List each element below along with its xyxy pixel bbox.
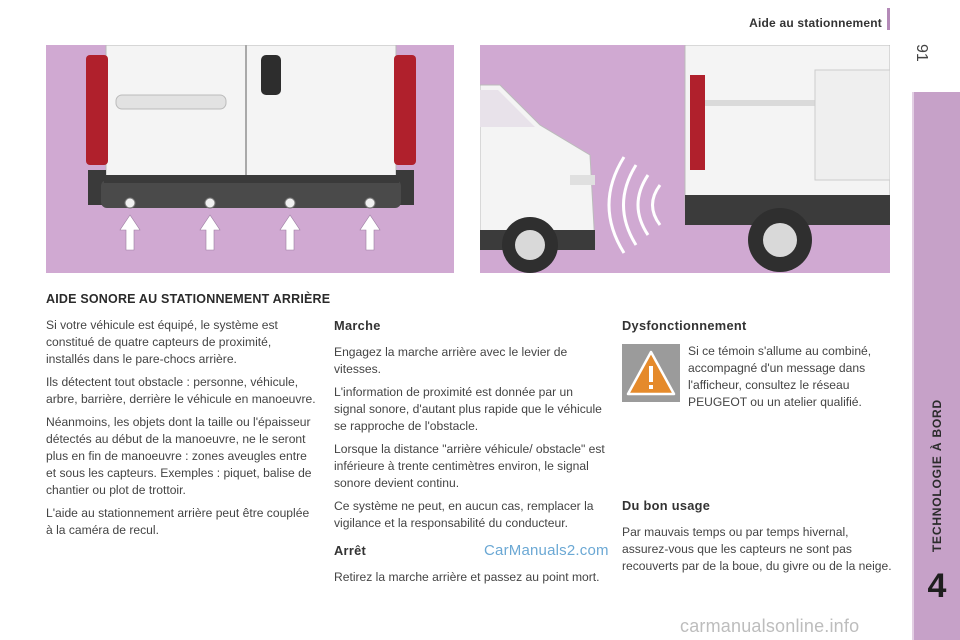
watermark-carmanuals2[interactable]: CarManuals2.com [484,542,609,559]
bon-usage-section [622,497,892,575]
marche-paragraph: Engagez la marche arrière avec le levier de vitesses. [334,345,568,376]
chapter-label: TECHNOLOGIE À BORD [930,398,944,552]
van-reversing-illustration [480,45,890,273]
marche-paragraph: Lorsque la distance "arrière véhicule/ obstacle" est inférieure à trente centimètres environ, le signal sonore devient continu. [334,442,605,490]
intro-column [46,317,318,545]
arret-paragraph: Retirez la marche arrière et passez au point mort. [334,570,600,584]
warning-triangle-icon [622,344,680,402]
intro-paragraph: Néanmoins, les objets dont la taille ou l'épaisseur détectés au début de la manoeuvre, ne le seront plus en fin de manoeuvre : zones aveugles entre et sous les capteurs. Exemples : piquet, balise de chantier ou plot de trottoir. [46,415,312,497]
watermark-carmanualsonline[interactable]: carmanualsonline.info [680,616,860,636]
chapter-tab [914,92,960,640]
marche-paragraph: L'information de proximité est donnée par un signal sonore, d'autant plus rapide que le véhicule se rapproche de l'obstacle. [334,385,602,433]
intro-paragraph: L'aide au stationnement arrière peut être couplée à la caméra de recul. [46,506,310,537]
section-title: AIDE SONORE AU STATIONNEMENT ARRIÈRE [46,292,331,306]
dysfonctionnement-text: Si ce témoin s'allume au combiné, accompagné d'un message dans l'afficheur, consultez le réseau PEUGEOT ou un atelier qualifié. [688,344,872,409]
marche-paragraph: Ce système ne peut, en aucun cas, remplacer la vigilance et la responsabilité du conducteur. [334,499,594,530]
intro-paragraph: Si votre véhicule est équipé, le système est constitué de quatre capteurs de proximité, installés dans le pare-chocs arrière. [46,318,278,366]
warning-lamp-box [622,344,680,402]
page-number: 91 [913,44,930,62]
dysfonctionnement-heading: Dysfonctionnement [622,318,747,333]
rear-view-svg [46,45,454,273]
rear-sensors-illustration [46,45,454,273]
running-header: Aide au stationnement [749,16,882,30]
side-view-svg [480,45,890,273]
marche-heading: Marche [334,318,381,333]
bon-usage-text: Par mauvais temps ou par temps hivernal, assurez-vous que les capteurs ne sont pas recouverts par de la boue, du givre ou de la neige. [622,525,892,573]
arret-heading: Arrêt [334,543,367,558]
intro-paragraph: Ils détectent tout obstacle : personne, véhicule, arbre, barrière, derrière le véhicule en manoeuvre. [46,375,316,406]
dysfonctionnement-column [622,317,890,344]
chapter-number: 4 [927,567,947,605]
header-divider [887,8,890,30]
bon-usage-heading: Du bon usage [622,498,711,513]
